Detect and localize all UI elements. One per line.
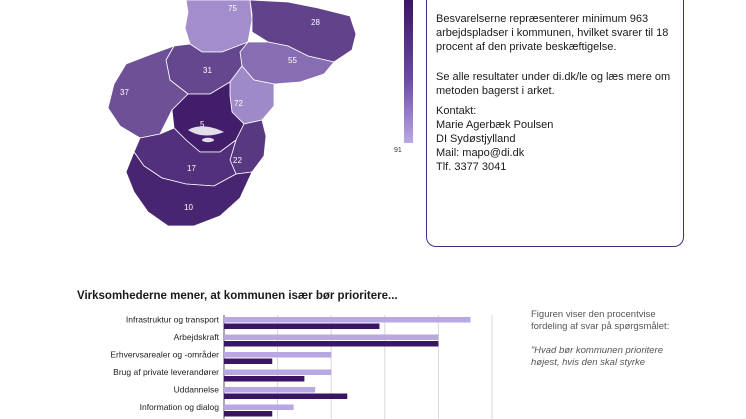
category-label: Uddannelse xyxy=(173,384,219,395)
bar-landsplan xyxy=(224,324,379,330)
bar-landsplan xyxy=(224,394,347,400)
bar-landsplan xyxy=(224,376,304,382)
bar-kommune xyxy=(224,335,438,341)
bar-kommune xyxy=(224,405,294,411)
category-label: Arbejdskraft xyxy=(173,332,219,342)
category-label: Erhvervsarealer og -områder xyxy=(110,349,219,360)
island xyxy=(202,138,214,142)
region-label-28: 28 xyxy=(311,18,320,27)
region-label-22: 22 xyxy=(233,156,242,165)
region-label-31: 31 xyxy=(203,66,212,75)
bar-landsplan xyxy=(224,359,272,365)
info-results-link-text: Se alle resultater under di.dk/le og læs mere om metoden bagerst i arket. xyxy=(436,71,671,97)
map-legend-gradient xyxy=(404,0,413,143)
contact-org: DI Sydøstjylland xyxy=(436,133,516,145)
priority-bar-chart xyxy=(0,308,530,419)
chart-note-question: ”Hvad bør kommunen prioritere højest, hvis den skal styrke xyxy=(531,345,663,368)
municipality-map xyxy=(90,0,390,240)
region-label-72: 72 xyxy=(234,99,243,108)
bar-landsplan xyxy=(224,411,272,417)
bar-kommune xyxy=(224,370,331,376)
region-label-10: 10 xyxy=(184,203,193,212)
category-label: Infrastruktur og transport xyxy=(125,314,219,325)
region-label-55: 55 xyxy=(288,56,297,65)
bar-kommune xyxy=(224,387,315,393)
bar-kommune xyxy=(224,317,471,323)
chart-note-text: Figuren viser den procentvise fordeling af svar på spørgsmålet: xyxy=(531,309,670,332)
info-box xyxy=(426,0,684,247)
info-response-text: Besvarelserne repræsenterer minimum 963 arbejdspladser i kommunen, hvilket svarer til 18 procent af den private beskæftigelse. xyxy=(436,13,669,53)
bar-landsplan xyxy=(224,341,438,347)
region-label-37: 37 xyxy=(120,88,129,97)
region-label-17: 17 xyxy=(187,164,196,173)
contact-heading: Kontakt: xyxy=(436,105,477,117)
bar-kommune xyxy=(224,352,331,358)
chart-note xyxy=(531,309,671,369)
chart-title: Virksomhederne mener, at kommunen især bør prioritere... xyxy=(77,290,398,302)
contact-mail[interactable]: Mail: mapo@di.dk xyxy=(436,147,525,159)
category-label: Brug af private leverandører xyxy=(113,367,219,377)
contact-phone: Tlf. 3377 3041 xyxy=(436,161,507,173)
region-label-75: 75 xyxy=(228,4,237,13)
region-label-5: 5 xyxy=(200,120,205,129)
category-label: Information og dialog xyxy=(139,402,219,412)
contact-name: Marie Agerbæk Poulsen xyxy=(436,119,554,131)
map-legend-label: 91 xyxy=(394,147,402,154)
